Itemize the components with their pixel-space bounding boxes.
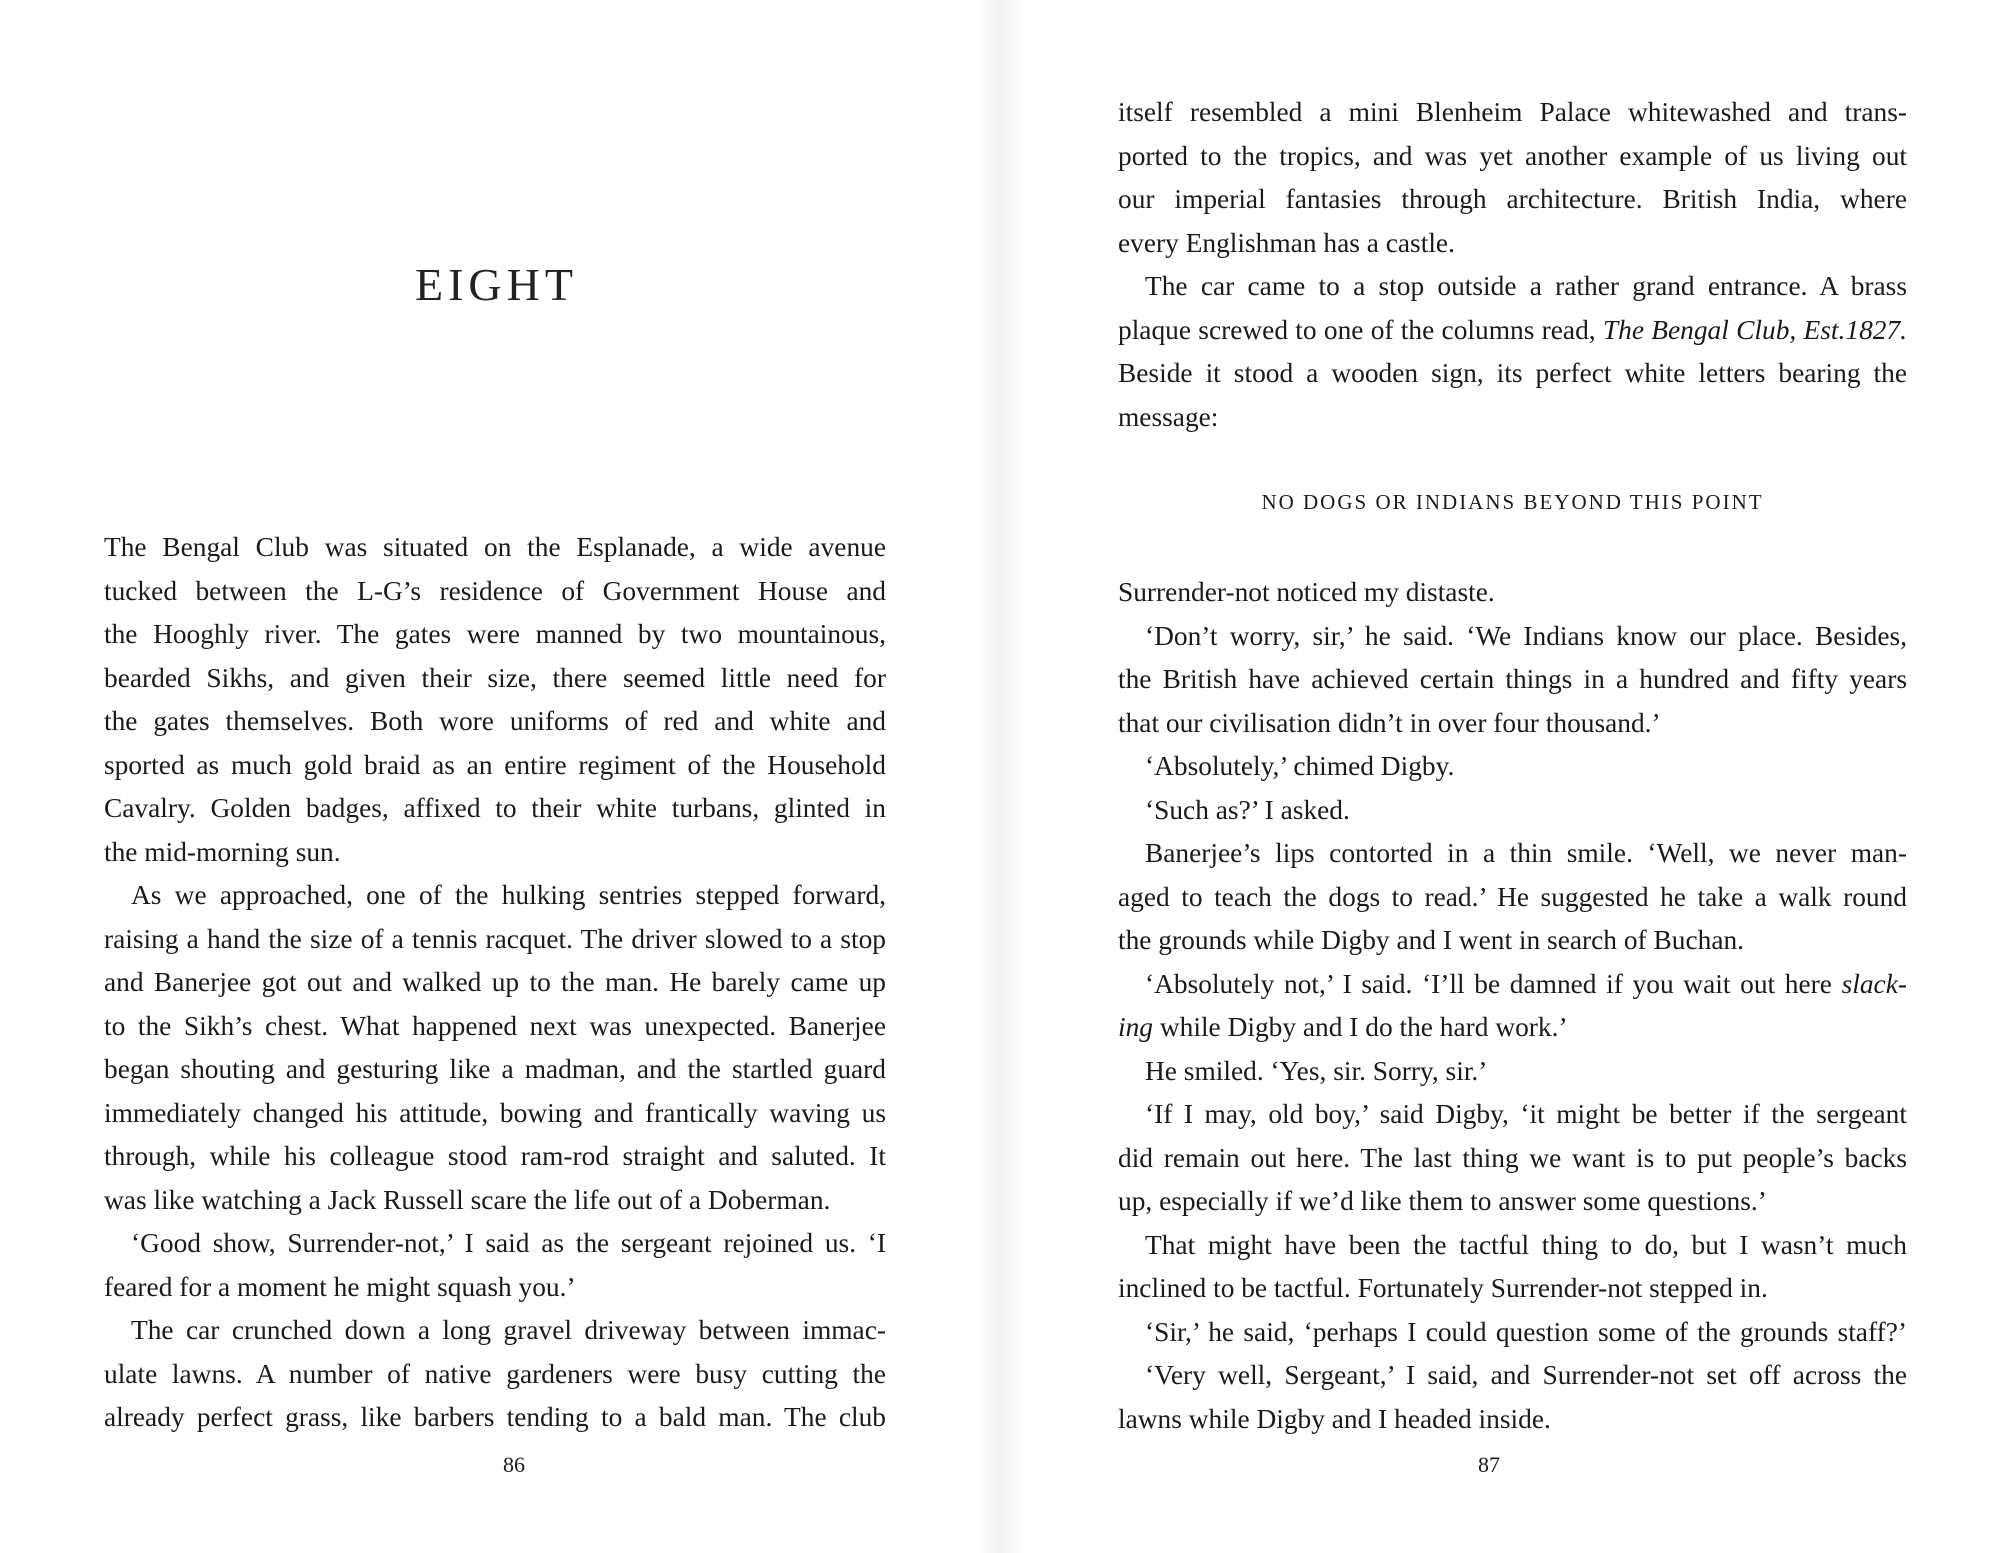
line-text: sported as much gold braid as an entire regiment of the Household	[104, 749, 886, 780]
line-text: As we approached, one of the hulking sentries stepped forward,	[131, 880, 886, 910]
text-line	[1118, 178, 1907, 222]
line-text: itself resembled a mini Blenheim Palace whitewashed and trans-	[1118, 97, 1907, 127]
text-line	[1118, 309, 1907, 353]
line-text: ‘Absolutely not,’ I said. ‘I’ll be damned if you wait out here	[1145, 968, 1842, 999]
text-line	[1118, 1311, 1907, 1355]
line-text: bearded Sikhs, and given their size, there seemed little need for	[104, 662, 886, 693]
text-line	[104, 787, 886, 831]
line-text: raising a hand the size of a tennis racquet. The driver slowed to a stop	[104, 923, 886, 954]
line-text: that our civilisation didn’t in over four thousand.’	[1118, 707, 1661, 738]
text-line	[104, 1396, 886, 1440]
line-text: the grounds while Digby and I went in search of Buchan.	[1118, 925, 1745, 955]
line-text: That might have been the tactful thing to do, but I wasn’t much	[1145, 1229, 1907, 1260]
right-page-body-bottom	[1118, 571, 1907, 1441]
line-text: through, while his colleague stood ram-rod straight and saluted. It	[104, 1141, 886, 1171]
text-line	[1118, 352, 1907, 396]
text-line	[1118, 265, 1907, 309]
line-text: aged to teach the dogs to read.’ He suggested he take a walk round	[1118, 881, 1907, 912]
right-page-body-top	[1118, 91, 1907, 439]
italic-text: ing	[1118, 1012, 1154, 1042]
line-text: was like watching a Jack Russell scare the life out of a Doberman.	[104, 1184, 831, 1215]
line-text: ‘Such as?’ I asked.	[1145, 794, 1350, 825]
text-line	[1118, 1224, 1907, 1268]
line-text: lawns while Digby and I headed inside.	[1118, 1403, 1551, 1434]
text-line	[1118, 91, 1907, 135]
text-line	[1118, 1006, 1907, 1050]
line-text: while Digby and I do the hard work.’	[1153, 1012, 1568, 1042]
text-line	[104, 526, 886, 570]
page-number-right: 87	[1478, 1452, 1500, 1477]
text-line	[1118, 963, 1907, 1007]
line-text: ulate lawns. A number of native gardeners were busy cutting the	[104, 1358, 886, 1389]
text-line	[104, 613, 886, 657]
line-text: The car crunched down a long gravel driveway between immac-	[131, 1315, 886, 1345]
text-line	[1118, 702, 1907, 746]
text-line	[1118, 832, 1907, 876]
line-text: the mid-morning sun.	[104, 836, 341, 867]
line-text: ‘Absolutely,’ chimed Digby.	[1145, 751, 1455, 781]
right-page	[1000, 0, 2000, 1553]
line-text: The Bengal Club was situated on the Esplanade, a wide avenue	[104, 532, 886, 562]
text-line	[104, 874, 886, 918]
text-line	[1118, 876, 1907, 920]
text-line	[1118, 1137, 1907, 1181]
text-line	[104, 961, 886, 1005]
text-line	[104, 744, 886, 788]
line-text: Surrender-not noticed my distaste.	[1118, 577, 1495, 607]
line-text: up, especially if we’d like them to answer some questions.’	[1118, 1186, 1767, 1216]
text-line	[1118, 1050, 1907, 1094]
line-text: inclined to be tactful. Fortunately Surrender-not stepped in.	[1118, 1273, 1768, 1303]
italic-text: slack-	[1841, 968, 1907, 999]
text-line	[1118, 135, 1907, 179]
text-line	[1118, 615, 1907, 659]
line-text: The car came to a stop outside a rather grand entrance. A brass	[1145, 271, 1907, 301]
line-text: message:	[1118, 401, 1219, 432]
line-text: our imperial fantasies through architecture. British India, where	[1118, 184, 1907, 214]
line-text: to the Sikh’s chest. What happened next was unexpected. Banerjee	[104, 1010, 886, 1041]
line-text: the gates themselves. Both wore uniforms of red and white and	[104, 706, 886, 736]
line-text: ‘Don’t worry, sir,’ he said. ‘We Indians know our place. Besides,	[1145, 620, 1907, 651]
line-text: Cavalry. Golden badges, affixed to their white turbans, glinted in	[104, 793, 886, 823]
text-line	[104, 1092, 886, 1136]
line-text: the Hooghly river. The gates were manned by two mountainous,	[104, 619, 886, 649]
text-line	[104, 1266, 886, 1310]
text-line	[104, 918, 886, 962]
text-line	[1118, 1267, 1907, 1311]
text-line	[104, 570, 886, 614]
text-line	[104, 831, 886, 875]
left-page-body	[104, 526, 886, 1440]
line-text: tucked between the L-G’s residence of Government House and	[104, 575, 886, 606]
text-line	[1118, 1093, 1907, 1137]
line-text: every Englishman has a castle.	[1118, 227, 1455, 258]
line-text: and Banerjee got out and walked up to the man. He barely came up	[104, 967, 886, 997]
text-line	[104, 1005, 886, 1049]
text-line	[104, 1222, 886, 1266]
text-line	[1118, 658, 1907, 702]
text-line	[104, 1048, 886, 1092]
text-line	[1118, 222, 1907, 266]
line-text: did remain out here. The last thing we want is to put people’s backs	[1118, 1142, 1907, 1173]
line-text: He smiled. ‘Yes, sir. Sorry, sir.’	[1145, 1055, 1488, 1086]
line-text: Banerjee’s lips contorted in a thin smile. ‘Well, we never man-	[1145, 838, 1907, 868]
text-line	[1118, 1180, 1907, 1224]
line-text: began shouting and gesturing like a madman, and the startled guard	[104, 1054, 886, 1084]
text-line	[1118, 919, 1907, 963]
line-text: already perfect grass, like barbers tending to a bald man. The club	[104, 1402, 886, 1432]
text-line	[1118, 1354, 1907, 1398]
sign-text: NO DOGS OR INDIANS BEYOND THIS POINT	[1261, 490, 1764, 514]
line-text: feared for a moment he might squash you.’	[104, 1271, 576, 1302]
text-line	[1118, 396, 1907, 440]
page-number-left: 86	[503, 1452, 525, 1477]
line-text: plaque screwed to one of the columns read,	[1118, 314, 1603, 345]
line-text: ‘Very well, Sergeant,’ I said, and Surrender-not set off across the	[1145, 1360, 1907, 1390]
line-text: ‘Sir,’ he said, ‘perhaps I could question some of the grounds staff?’	[1145, 1316, 1907, 1347]
text-line	[104, 1179, 886, 1223]
text-line	[1118, 745, 1907, 789]
italic-text: The Bengal Club, Est.1827.	[1602, 314, 1908, 345]
text-line	[104, 1135, 886, 1179]
text-line	[104, 700, 886, 744]
text-line	[1118, 789, 1907, 833]
line-text: immediately changed his attitude, bowing and frantically waving us	[104, 1097, 886, 1128]
text-line	[104, 1309, 886, 1353]
text-line	[104, 657, 886, 701]
line-text: ported to the tropics, and was yet another example of us living out	[1118, 140, 1907, 171]
text-line	[1118, 1398, 1907, 1442]
line-text: Beside it stood a wooden sign, its perfect white letters bearing the	[1118, 358, 1907, 388]
line-text: ‘Good show, Surrender-not,’ I said as the sergeant rejoined us. ‘I	[131, 1228, 886, 1258]
line-text: the British have achieved certain things in a hundred and fifty years	[1118, 664, 1907, 694]
text-line	[104, 1353, 886, 1397]
chapter-title: EIGHT	[415, 259, 578, 310]
line-text: ‘If I may, old boy,’ said Digby, ‘it might be better if the sergeant	[1145, 1099, 1907, 1129]
text-line	[1118, 571, 1907, 615]
left-page	[0, 0, 980, 1553]
